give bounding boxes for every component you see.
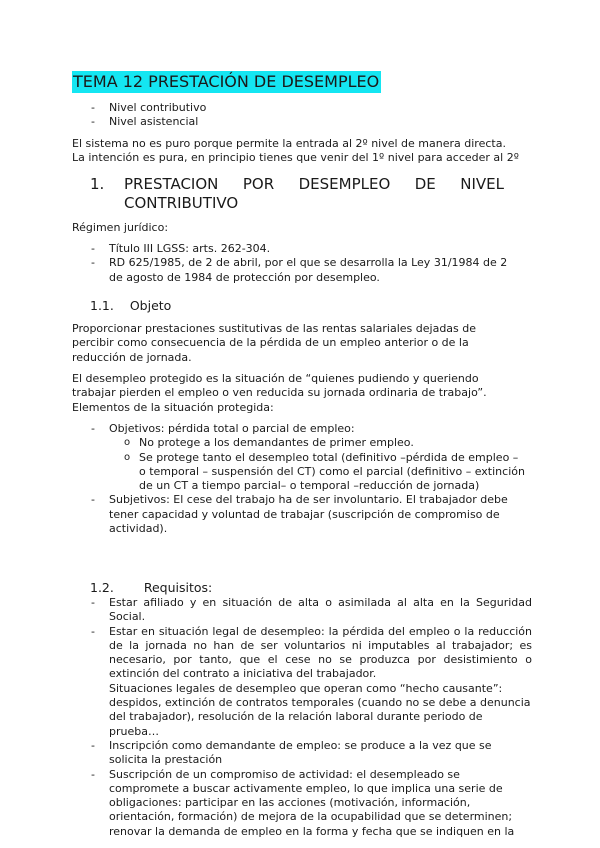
intro-line: El sistema no es puro porque permite la entrada al 2º nivel de manera directa. <box>72 137 506 150</box>
section-number: 1. <box>90 175 105 193</box>
section-heading-1 <box>90 175 504 212</box>
subsection-heading-objeto <box>90 298 171 314</box>
requisitos-list <box>72 596 532 839</box>
situaciones-text: Situaciones legales de desempleo que operan como “hecho causante”: despidos, extinción de contratos temporales (cuando no se debe a denuncia del trabajador), resolución de la relación laboral durante periodo de prueba… <box>109 681 531 738</box>
regimen-list <box>72 242 523 285</box>
sublist-item: o Se protege tanto el desempleo total (definitivo –pérdida de empleo – o temporal – suspensión del CT) como el parcial (definitivo – extinción de un CT a tiempo parcial– o temporal –reducción de jornada) <box>104 451 527 494</box>
list-item: - Suscripción de un compromiso de actividad: el desempleado se compromete a buscar activamente empleo, lo que implica una serie de obligaciones: participar en las acciones (motivación, información, orientación, formación) de mejora de la ocupabilidad que se determinen; renovar la demanda de empleo en la forma y fecha que se indiquen en la <box>72 768 532 839</box>
page-title: TEMA 12 PRESTACIÓN DE DESEMPLEO <box>73 72 380 91</box>
subsection-title: Objeto <box>129 298 172 313</box>
regimen-label: Régimen jurídico: <box>72 221 169 234</box>
list-item <box>72 422 527 493</box>
intro-line: La intención es pura, en principio tienes que venir del 1º nivel para acceder al 2º <box>72 151 519 165</box>
list-item <box>72 625 532 739</box>
section-title-line1: PRESTACION POR DESEMPLEO DE NIVEL <box>124 175 504 193</box>
levels-list <box>72 101 532 130</box>
list-item: - RD 625/1985, de 2 de abril, por el que se desarrolla la Ley 31/1984 de 2 de agosto de 1984 de protección por desempleo. <box>72 256 523 285</box>
sublist-item: o No protege a los demandantes de primer empleo. <box>104 436 527 450</box>
objetivos-sublist <box>104 436 527 493</box>
section-title-line2: CONTRIBUTIVO <box>124 193 239 212</box>
list-item: - Estar afiliado y en situación de alta o asimilada al alta en la Seguridad Social. <box>72 596 532 625</box>
elements-block <box>72 422 527 536</box>
objeto-paragraph-2: El desempleo protegido es la situación de “quienes pudiendo y queriendo trabajar pierden el empleo o ven reducida su jornada ordinaria de trabajo”. Elementos de la situación protegida: <box>72 372 487 414</box>
intro-paragraph <box>72 137 542 166</box>
list-item: - Título III LGSS: arts. 262-304. <box>72 242 523 256</box>
objeto-paragraph-1: Proporcionar prestaciones sustitutivas de las rentas salariales dejadas de percibir como consecuencia de la pérdida de un empleo anterior o de la reducción de jornada. <box>72 322 477 364</box>
elements-list <box>72 422 527 536</box>
list-item: - Nivel asistencial <box>72 115 532 129</box>
subsection-number: 1.1. <box>90 298 114 313</box>
situacion-legal-text: - Estar en situación legal de desempleo: la pérdida del empleo o la reducción de la jornada no han de ser voluntarios ni imputables al trabajador; es necesario, por tanto, que el cese no se produzca por desistimiento o extinción del contrato a iniciativa del trabajador. <box>109 624 532 681</box>
objetivos-text: - Objetivos: pérdida total o parcial de empleo: <box>109 422 355 435</box>
list-item: - Subjetivos: El cese del trabajo ha de ser involuntario. El trabajador debe tener capacidad y voluntad de trabajar (suscripción de compromiso de actividad). <box>72 493 527 536</box>
title-block <box>72 71 381 93</box>
subsection-number: 1.2. <box>90 580 114 595</box>
list-item: - Inscripción como demandante de empleo: se produce a la vez que se solicita la prestación <box>72 739 532 768</box>
list-item: - Nivel contributivo <box>72 101 532 115</box>
subsection-title: Requisitos: <box>143 580 213 595</box>
subsection-heading-requisitos <box>90 580 212 596</box>
